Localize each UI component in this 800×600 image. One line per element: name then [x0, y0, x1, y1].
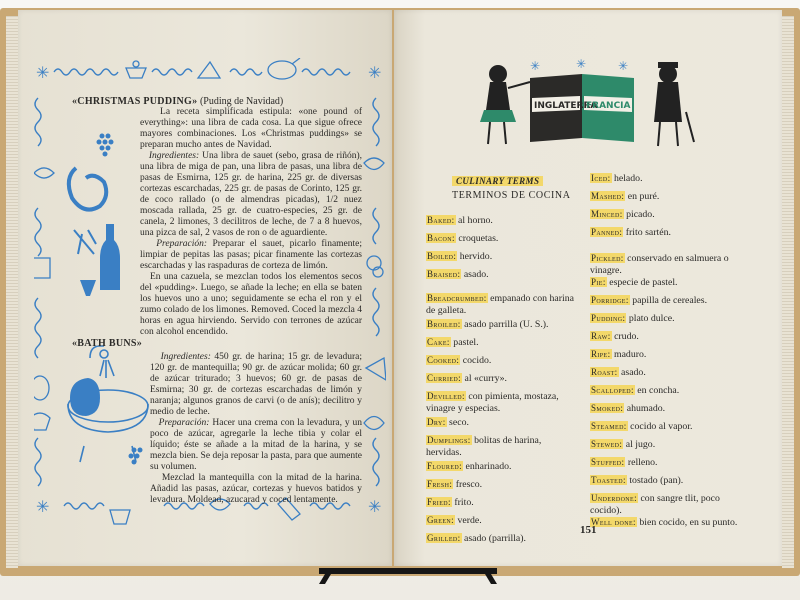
bath-buns-title: «BATH BUNS» — [72, 338, 143, 349]
term-row — [426, 434, 578, 459]
term-spanish: cocido al vapor. — [627, 421, 693, 432]
svg-text:✳: ✳ — [576, 57, 587, 71]
term-row — [590, 294, 750, 307]
term-row — [590, 474, 750, 487]
term-english: Dry: — [427, 417, 446, 427]
term-english: Stewed: — [591, 439, 623, 449]
term-row — [590, 348, 750, 361]
bath-buns-text: Ingredientes: 450 gr. de harina; 15 gr. de levadura; 120 gr. de mantequilla; 90 gr. de azúcar molida; 60 gr. de azúcar triturado; 3 huevos; 60 gr. de pasas de Esmirna; 30 gr. de cortezas escarchadas de limón y naranja; algunos granos de carvi (o de anís); decilitro y medio de leche. Preparación: Hacer una crema con la levadura, y un poco de azúcar, agregarle la leche tibia y colar el líquido; éste se añade a la mitad de la harina, y se mezcla bien. Se deja reposar la pasta, para que aumente su volumen. Mezclad la mantequilla con la mitad de la harina. Añadid las pasas, azúcar, cortezas y huevos batidos y levadura. Moldead, azucarad y coced lentamente. — [150, 352, 363, 505]
term-spanish: asado (parrilla). — [461, 533, 526, 544]
term-row — [590, 438, 750, 451]
term-english: Cake: — [427, 337, 450, 347]
term-row — [426, 336, 578, 349]
term-row — [590, 190, 750, 203]
term-spanish: fresco. — [453, 479, 483, 490]
term-row — [590, 492, 750, 517]
term-english: Pie: — [591, 277, 606, 287]
term-english: Cooked: — [427, 355, 460, 365]
term-row — [426, 250, 578, 263]
term-row — [426, 496, 578, 509]
book-stand — [315, 564, 501, 584]
term-english: Smoked: — [591, 403, 624, 413]
term-spanish: al «curry». — [462, 373, 507, 384]
term-spanish: hervido. — [457, 251, 493, 262]
sign-england: INGLATERRA — [534, 101, 598, 111]
term-spanish: ahumado. — [624, 403, 666, 414]
term-spanish: helado. — [611, 173, 643, 184]
term-row — [590, 226, 750, 239]
term-row — [590, 208, 750, 221]
term-english: Toasted: — [591, 475, 626, 485]
term-english: Floured: — [427, 461, 463, 471]
term-english: Well done: — [591, 517, 636, 527]
term-english: Iced: — [591, 173, 611, 183]
term-english: Broiled: — [427, 319, 461, 329]
term-spanish: al horno. — [455, 215, 493, 226]
term-spanish: especie de pastel. — [606, 277, 678, 288]
term-spanish: conservado en salmuera o vinagre. — [590, 253, 729, 276]
term-english: Mashed: — [591, 191, 625, 201]
term-row — [426, 232, 578, 245]
term-spanish: con sangre tlit, poco cocido). — [590, 493, 720, 516]
term-english: Baked: — [427, 215, 455, 225]
term-row — [426, 416, 578, 429]
term-row — [426, 460, 578, 473]
svg-text:✳: ✳ — [36, 63, 50, 82]
term-spanish: asado parrilla (U. S.). — [461, 319, 549, 330]
term-english: Curried: — [427, 373, 462, 383]
svg-text:✳: ✳ — [618, 59, 629, 73]
term-english: Panned: — [591, 227, 623, 237]
svg-text:✳: ✳ — [368, 63, 382, 82]
term-english: Ripe: — [591, 349, 611, 359]
term-spanish: croquetas. — [455, 233, 499, 244]
term-english: Scalloped: — [591, 385, 634, 395]
term-spanish: cocido. — [460, 355, 492, 366]
term-spanish: empanado con harina de galleta. — [426, 293, 574, 316]
term-spanish: con pimienta, mostaza, vinagre y especias. — [426, 391, 559, 414]
term-row — [426, 354, 578, 367]
term-english: Underdone: — [591, 493, 637, 503]
terminos-subheading: TERMINOS DE COCINA — [452, 190, 571, 201]
term-english: Grilled: — [427, 533, 461, 543]
term-spanish: crudo. — [611, 331, 639, 342]
term-english: Bacon: — [427, 233, 455, 243]
term-spanish: pastel. — [450, 337, 479, 348]
term-row — [590, 172, 750, 185]
term-english: Fried: — [427, 497, 451, 507]
page-number: 151 — [580, 524, 597, 536]
term-spanish: bien cocido, en su punto. — [636, 517, 738, 528]
term-english: Devilled: — [427, 391, 465, 401]
term-spanish: plato dulce. — [626, 313, 675, 324]
term-spanish: asado. — [461, 269, 489, 280]
term-english: Steamed: — [591, 421, 627, 431]
term-row — [590, 456, 750, 469]
term-english: Green: — [427, 515, 455, 525]
term-spanish: seco. — [446, 417, 469, 428]
term-row — [590, 516, 750, 529]
term-row — [590, 312, 750, 325]
term-english: Boiled: — [427, 251, 457, 261]
term-spanish: al jugo. — [623, 439, 656, 450]
page-edges-right — [782, 16, 794, 568]
term-english: Dumplings: — [427, 435, 471, 445]
svg-text:✳: ✳ — [36, 497, 50, 516]
term-spanish: bolitas de harina, hervidas. — [426, 435, 542, 458]
term-spanish: relleno. — [625, 457, 658, 468]
term-row — [590, 366, 750, 379]
term-row — [426, 532, 578, 545]
term-spanish: frito. — [451, 497, 474, 508]
term-row — [590, 384, 750, 397]
term-spanish: maduro. — [611, 349, 647, 360]
term-spanish: en concha. — [634, 385, 680, 396]
term-spanish: verde. — [455, 515, 482, 526]
term-spanish: en puré. — [625, 191, 660, 202]
term-row — [426, 390, 578, 415]
term-row — [426, 478, 578, 491]
christmas-pudding-text: La receta simplificada estipula: «one pound of everything»: una libra de cada cosa. La que sigue ofrece mayores combinaciones. Los «Christmas puddings» se preparan mucho antes de Navidad. Ingredientes: Una libra de sauet (sebo, grasa de riñón), una libra de miga de pan, una libra de pasas, una libra de pasas de Esmirna, 125 gr. de harina, 225 gr. de diversas cortezas escarchadas, 225 gr. de pasas de Corinto, 125 gr. de coco rallado (o de almendras picadas), 1/2 nuez moscada rallada, 25 gr. de cuatro-especies, 25 gr. de canela, 2 limones, 3 decilitros de leche, de 7 a 8 huevos, una pizca de sal, 2 vasos de ron o de aguardiente. Preparación: Preparar el sauet, picarlo finamente; limpiar de pepitas las pasas; picar finamente las cortezas escarchadas y las raspaduras de corteza de limón. En una cazuela, se mezclan todos los elementos secos del «pudding». Luego, se añade la leche; en ella se baten los huevos uno a uno; seguidamente se echa el ron y el zumo colado de los limones. Removed. Coced la mezcla 4 horas en agua hirviendo. Servido con terrones de azúcar con alcohol encendido. — [140, 107, 363, 337]
term-spanish: frito sartén. — [623, 227, 671, 238]
term-spanish: tostado (pan). — [626, 475, 684, 486]
term-english: Raw: — [591, 331, 611, 341]
term-english: Breadcrumbed: — [427, 293, 487, 303]
term-english: Pudding: — [591, 313, 626, 323]
sign-france: FRANCIA — [586, 101, 631, 111]
term-row — [426, 214, 578, 227]
term-spanish: enharinado. — [463, 461, 512, 472]
term-english: Roast: — [591, 367, 618, 377]
svg-text:✳: ✳ — [368, 497, 382, 516]
term-row — [590, 330, 750, 343]
term-english: Stuffed: — [591, 457, 625, 467]
term-row — [590, 402, 750, 415]
term-english: Pickled: — [591, 253, 624, 263]
term-row — [426, 318, 578, 331]
page-edges-left — [6, 16, 18, 568]
term-row — [426, 372, 578, 385]
term-english: Porridge: — [591, 295, 629, 305]
term-row — [426, 292, 578, 317]
term-row — [426, 514, 578, 527]
term-row — [590, 252, 750, 277]
england-france-illustration — [472, 52, 698, 152]
term-english: Fresh: — [427, 479, 453, 489]
term-english: Minced: — [591, 209, 623, 219]
term-row — [590, 420, 750, 433]
term-row — [426, 268, 578, 281]
term-row — [590, 276, 750, 289]
term-english: Braised: — [427, 269, 461, 279]
term-spanish: asado. — [618, 367, 646, 378]
term-spanish: papilla de cereales. — [629, 295, 708, 306]
term-spanish: picado. — [623, 209, 655, 220]
culinary-terms-heading: CULINARY TERMS — [452, 176, 543, 187]
christmas-pudding-title: «CHRISTMAS PUDDING» (Puding de Navidad) — [72, 96, 284, 107]
svg-text:✳: ✳ — [530, 59, 541, 73]
